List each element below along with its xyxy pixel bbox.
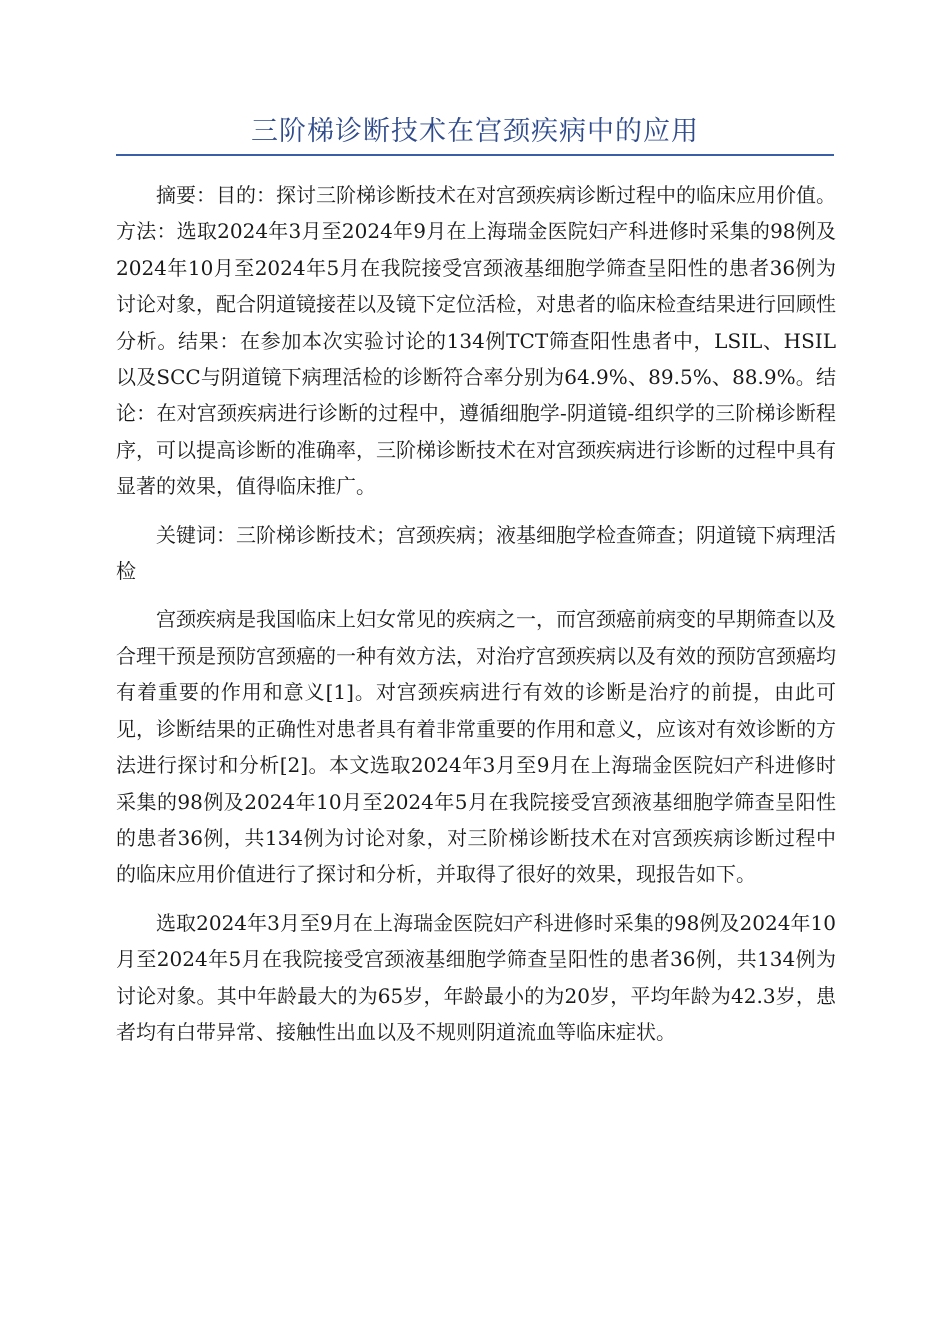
methods-paragraph: 选取2024年3月至9月在上海瑞金医院妇产科进修时采集的98例及2024年10月至2024年5月在我院接受宫颈液基细胞学筛查呈阳性的患者36例，共134例为讨论对象。其中年龄最大的为65岁，年龄最小的为20岁，平均年龄为42.3岁，患者均有白带异常、接触性出血以及不规则阴道流血等临床症状。 [116, 910, 836, 1044]
document-title: 三阶梯诊断技术在宫颈疾病中的应用 [251, 116, 699, 147]
document-body [116, 177, 836, 1050]
introduction-paragraph: 宫颈疾病是我国临床上妇女常见的疾病之一，而宫颈癌前病变的早期筛查以及合理干预是预防宫颈癌的一种有效方法，对治疗宫颈疾病以及有效的预防宫颈癌均有着重要的作用和意义[1]。对宫颈疾病进行有效的诊断是治疗的前提，由此可见，诊断结果的正确性对患者具有着非常重要的作用和意义，应该对有效诊断的方法进行探讨和分析[2]。本文选取2024年3月至9月在上海瑞金医院妇产科进修时采集的98例及2024年10月至2024年5月在我院接受宫颈液基细胞学筛查呈阳性的患者36例，共134例为讨论对象，对三阶梯诊断技术在对宫颈疾病诊断过程中的临床应用价值进行了探讨和分析，并取得了很好的效果，现报告如下。 [116, 607, 836, 887]
paragraph-spacer [116, 589, 836, 601]
keywords-paragraph: 关键词：三阶梯诊断技术；宫颈疾病；液基细胞学检查筛查；阴道镜下病理活检 [116, 522, 836, 584]
paragraph-spacer [116, 505, 836, 517]
paragraph-spacer [116, 893, 836, 905]
abstract-paragraph: 摘要：目的：探讨三阶梯诊断技术在对宫颈疾病诊断过程中的临床应用价值。方法：选取2024年3月至2024年9月在上海瑞金医院妇产科进修时采集的98例及2024年10月至2024年5月在我院接受宫颈液基细胞学筛查呈阳性的患者36例为讨论对象，配合阴道镜接茬以及镜下定位活检，对患者的临床检查结果进行回顾性分析。结果：在参加本次实验讨论的134例TCT筛查阳性患者中，LSIL、HSIL以及SCC与阴道镜下病理活检的诊断符合率分别为64.9%、89.5%、88.9%。结论：在对宫颈疾病进行诊断的过程中，遵循细胞学-阴道镜-组织学的三阶梯诊断程序，可以提高诊断的准确率，三阶梯诊断技术在对宫颈疾病进行诊断的过程中具有显著的效果，值得临床推广。 [116, 183, 836, 499]
title-underline [116, 154, 834, 156]
